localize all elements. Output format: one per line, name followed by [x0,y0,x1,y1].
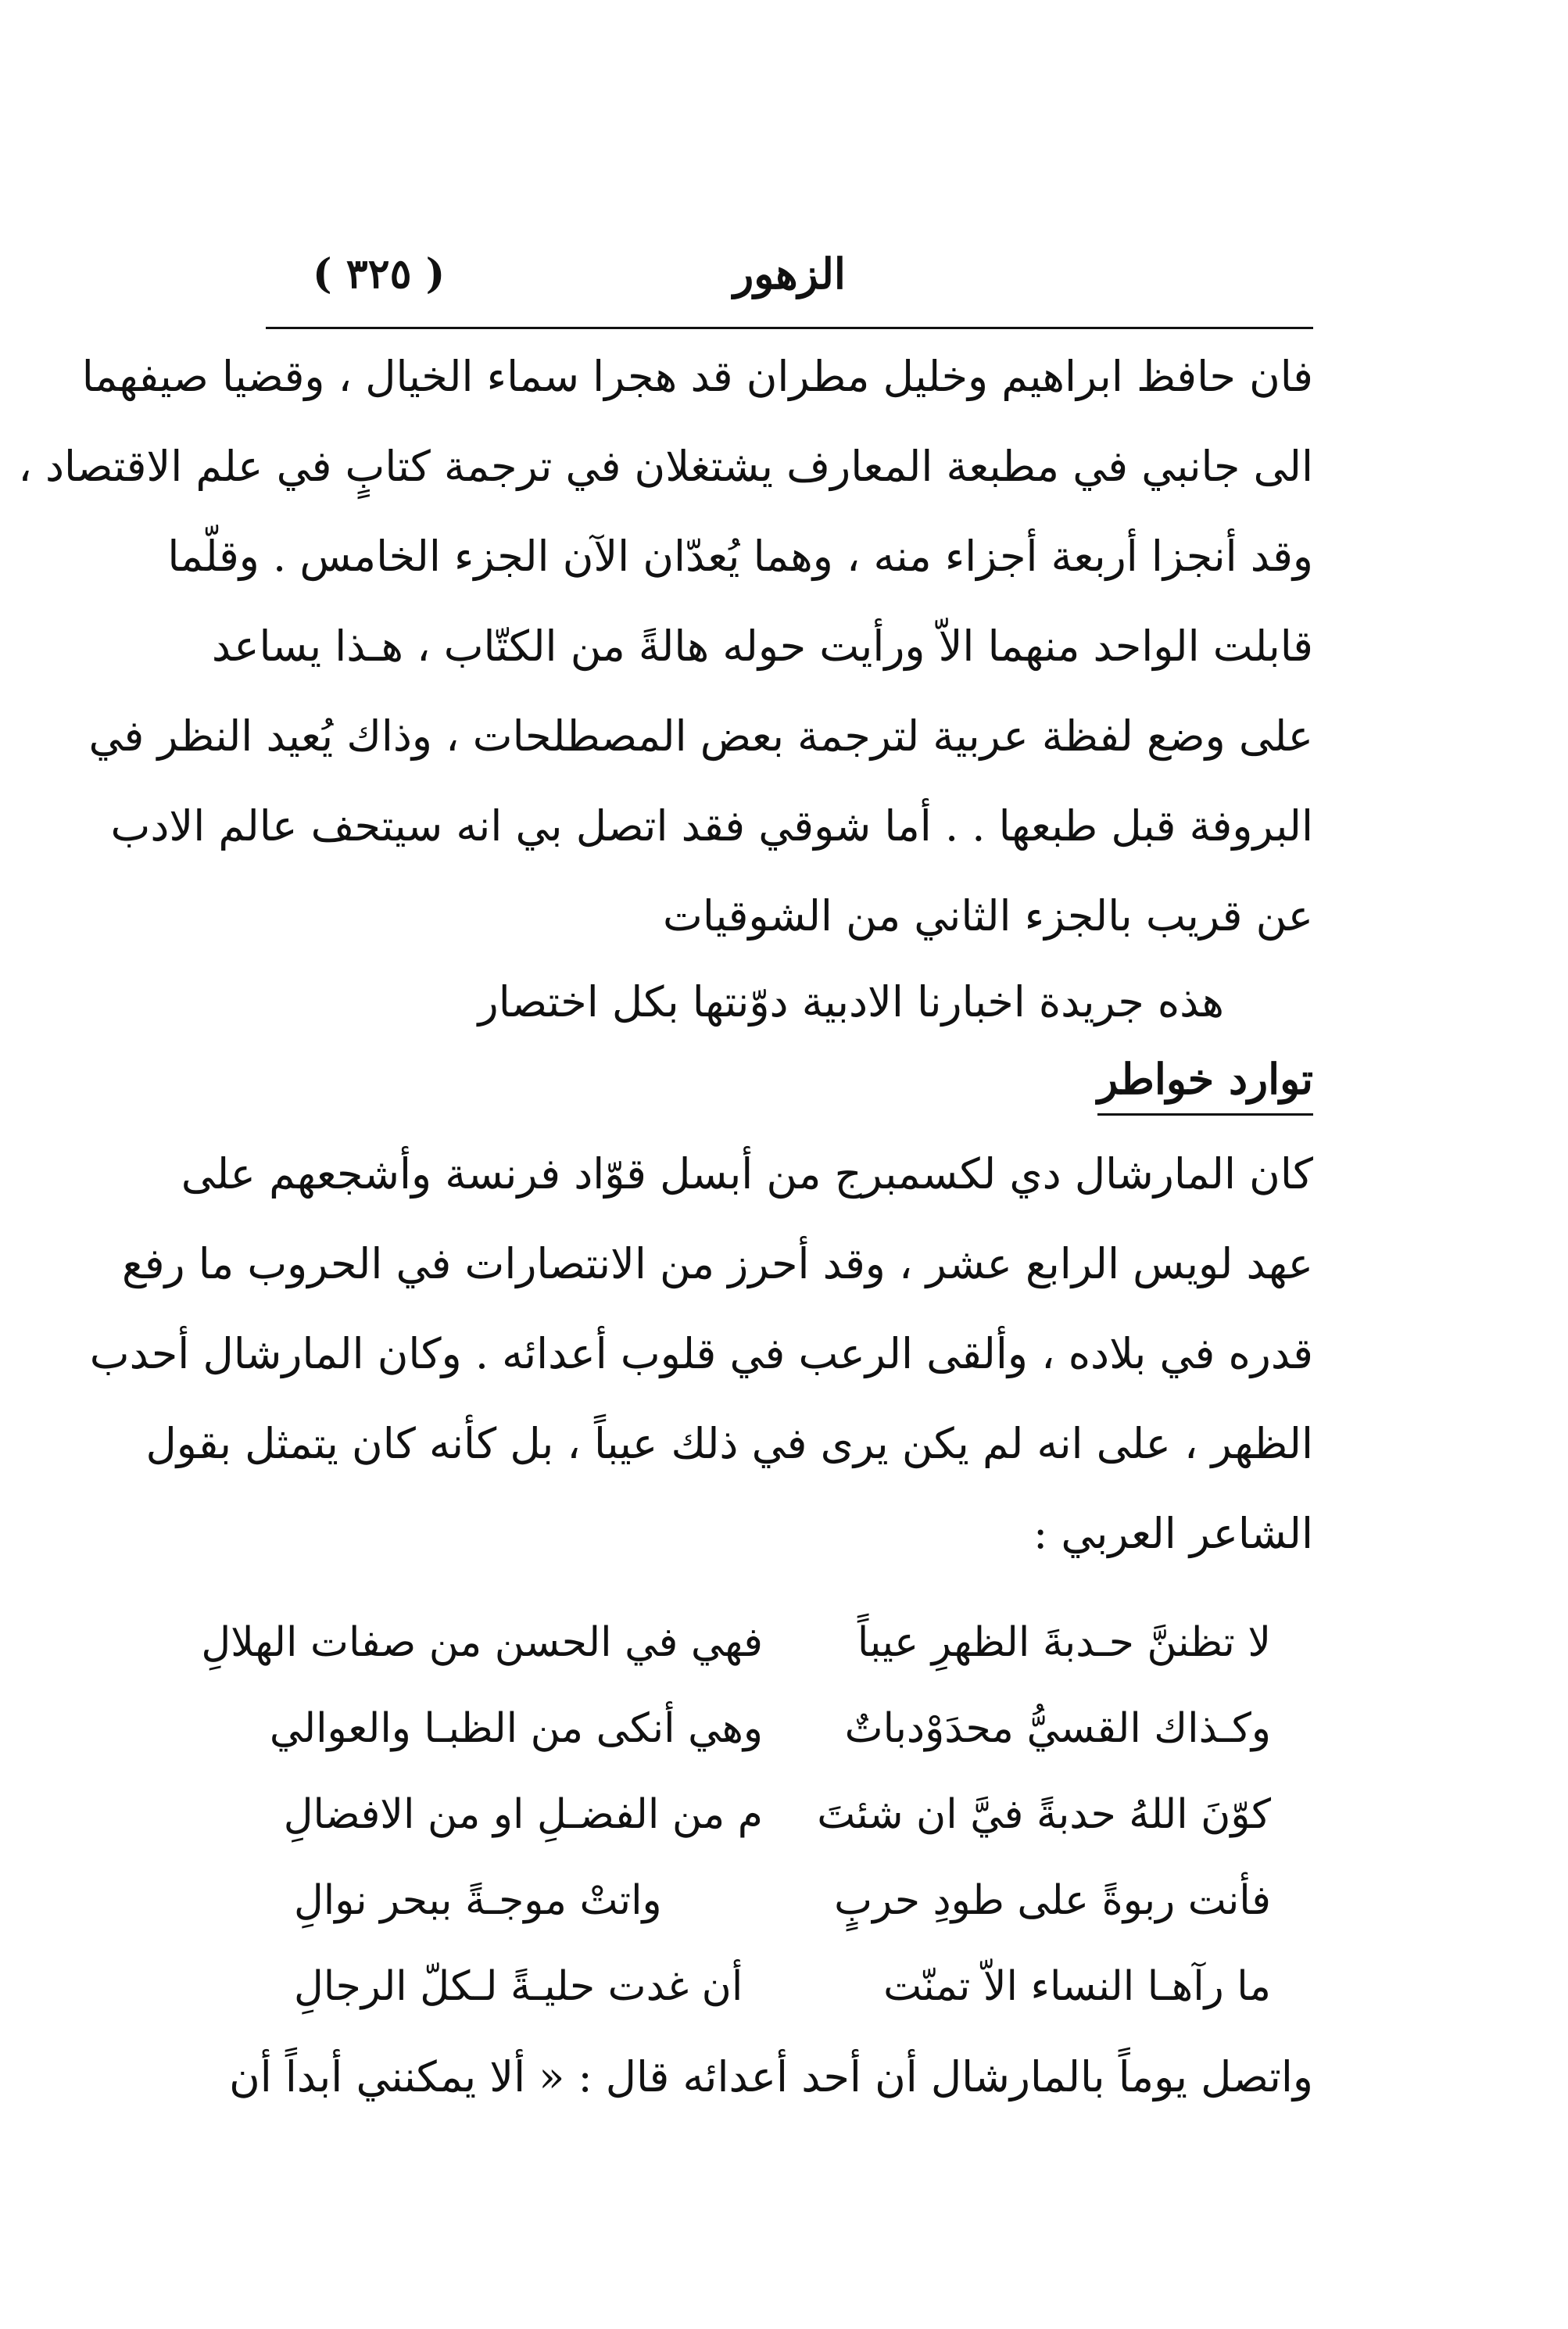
paragraph2-line: قدره في بلاده ، وألقى الرعب في قلوب أعدائه . وكان المارشال أحدب [89,1329,1313,1378]
paragraph2-line: عهد لويس الرابع عشر ، وقد أحرز من الانتصارات في الحروب ما رفع [122,1239,1313,1288]
verse-first-hemistich: كوّنَ اللهُ حدبةً فيَّ ان شئتَ [817,1791,1271,1838]
paragraph2-line: الشاعر العربي : [1033,1509,1313,1558]
paragraph2-line: الظهر ، على انه لم يكن يرى في ذلك عيباً ، بل كأنه كان يتمثل بقول [145,1419,1313,1468]
verse-first-hemistich: لا تظننَّ حـدبةَ الظهرِ عيباً [857,1619,1271,1666]
verse-second-hemistich: فهي في الحسن من صفات الهلالِ [201,1619,763,1666]
verse-first-hemistich: فأنت ربوةً على طودِ حربٍ [834,1877,1271,1924]
paragraph1-line: فان حافظ ابراهيم وخليل مطران قد هجرا سماء الخيال ، وقضيا صيفهما [81,352,1313,401]
verse-second-hemistich: وهي أنكى من الظبـا والعوالي [269,1705,763,1752]
page-header [266,235,1313,313]
verse-second-hemistich: واتتْ موجـةً ببحر نوالِ [294,1877,662,1924]
paragraph1-line: قابلت الواحد منهما الاّ ورأيت حوله هالةً من الكتّاب ، هـذا يساعد [211,622,1313,671]
header-rule [266,327,1313,329]
page-number: ( ٣٢٥ ) [313,250,446,298]
verse-first-hemistich: ما رآهـا النساء الاّ تمنّت [883,1963,1271,2010]
verse-second-hemistich: أن غدت حليـةً لـكلّ الرجالِ [294,1963,743,2010]
section-title: توارد خواطر [1097,1054,1313,1116]
verse-first-hemistich: وكـذاك القسيُّ محدَوْدباتٌ [844,1705,1271,1752]
final-line: واتصل يوماً بالمارشال أن أحد أعدائه قال : « ألا يمكنني أبداً أن [229,2052,1313,2101]
paragraph2-line: كان المارشال دي لكسمبرج من أبسل قوّاد فرنسة وأشجعهم على [181,1149,1313,1199]
paragraph1-line: وقد أنجزا أربعة أجزاء منه ، وهما يُعدّان الآن الجزء الخامس . وقلّما [167,532,1313,581]
paragraph1-line: على وضع لفظة عربية لترجمة بعض المصطلحات ، وذاك يُعيد النظر في [88,711,1313,761]
paragraph1-line: الى جانبي في مطبعة المعارف يشتغلان في ترجمة كتابٍ في علم الاقتصاد ، [18,442,1313,491]
running-title: الزهور [733,249,846,299]
closing-line: هذه جريدة اخبارنا الادبية دوّنتها بكل اختصار [478,977,1224,1027]
paragraph1-line: البروفة قبل طبعها . . أما شوقي فقد اتصل بي انه سيتحف عالم الادب [110,801,1313,851]
paragraph1-line: عن قريب بالجزء الثاني من الشوقيات [663,891,1313,941]
verse-second-hemistich: م من الفضـلِ او من الافضالِ [283,1791,763,1838]
